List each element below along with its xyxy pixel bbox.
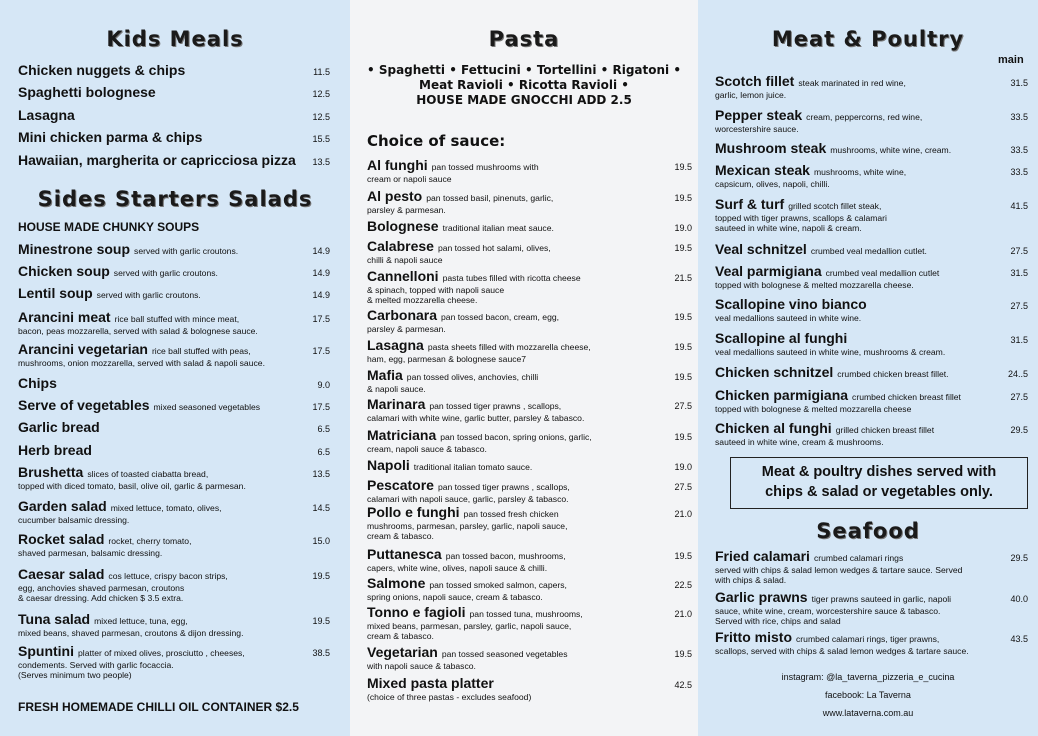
pasta-item-desc: traditional italian tomato sauce. <box>413 462 533 472</box>
pasta-item <box>367 396 584 424</box>
meat-item <box>715 241 927 259</box>
meat-item-name: Veal schnitzel <box>715 241 807 257</box>
meat-item-desc: crumbed chicken breast fillet <box>852 392 961 402</box>
pasta-item <box>367 546 566 574</box>
pasta-item-desc: pan tossed basil, pinenuts, garlic, <box>426 193 554 203</box>
pasta-item-price: 19.5 <box>674 162 692 172</box>
sides-item-price: 6.5 <box>317 424 330 434</box>
meat-item <box>715 387 961 415</box>
sides-item-desc: served with garlic croutons. <box>134 246 239 256</box>
pasta-item <box>367 367 538 395</box>
pasta-item-desc: pan tossed smoked salmon, capers, <box>429 580 567 590</box>
sides-item-desc: cos lettuce, crispy bacon strips, <box>108 571 228 581</box>
sides-item <box>18 643 245 680</box>
seafood-item-desc: with chips & salad. <box>715 574 787 585</box>
pasta-item <box>367 477 570 505</box>
sides-item-name: Herb bread <box>18 442 92 458</box>
pasta-item <box>367 675 531 703</box>
serving-notice-line1: Meat & poultry dishes served with <box>761 464 997 480</box>
sides-item-desc: mixed seasoned vegetables <box>153 402 261 412</box>
seafood-item <box>715 548 962 585</box>
meat-heading: Meat & Poultry <box>771 27 965 51</box>
sides-item <box>18 498 222 526</box>
pasta-item-name: Al funghi <box>367 157 428 173</box>
sides-item <box>18 531 191 559</box>
sides-item-name: Garden salad <box>18 498 107 514</box>
meat-item-name: Chicken schnitzel <box>715 364 834 380</box>
pasta-item-desc: pan tossed bacon, spring onions, garlic, <box>440 432 592 442</box>
pasta-item <box>367 457 532 475</box>
meat-item-desc: grilled chicken breast fillet <box>835 425 935 435</box>
sides-item-desc: topped with diced tomato, basil, olive oil, garlic & parmesan. <box>18 481 246 491</box>
pasta-item <box>367 644 568 672</box>
pasta-item-name: Al pesto <box>367 188 423 204</box>
sides-item-price: 6.5 <box>317 447 330 457</box>
sides-item <box>18 285 201 303</box>
meat-item-name: Scallopine al funghi <box>715 330 848 346</box>
pasta-item <box>367 337 591 365</box>
sides-item-desc: mixed lettuce, tuna, egg, <box>94 616 188 626</box>
seafood-item-desc: Served with rice, chips and salad <box>715 615 841 626</box>
pasta-item-desc: mixed beans, parmesan, parsley, garlic, napoli sauce, <box>367 621 572 631</box>
sides-item-desc: egg, anchovies shaved parmesan, croutons <box>18 583 185 593</box>
meat-item-name: Pepper steak <box>715 107 803 123</box>
pasta-item-price: 19.5 <box>674 312 692 322</box>
meat-item-desc: mushrooms, white wine, cream. <box>830 145 952 155</box>
sides-item-desc: mixed lettuce, tomato, olives, <box>110 503 222 513</box>
pasta-item-price: 19.5 <box>674 551 692 561</box>
pasta-item-name: Calabrese <box>367 238 434 254</box>
meat-item-desc: capsicum, olives, napoli, chilli. <box>715 179 830 189</box>
pasta-item-desc: & spinach, topped with napoli sauce <box>367 285 505 295</box>
pasta-item <box>367 238 551 266</box>
sides-item-price: 17.5 <box>312 346 330 356</box>
serving-notice-line2: chips & salad or vegetables only. <box>765 484 993 500</box>
left-panel <box>0 0 350 736</box>
pasta-item-price: 19.0 <box>674 462 692 472</box>
seafood-item-desc: served with chips & salad lemon wedges & tartare sauce. Served <box>715 565 963 575</box>
meat-item-desc: topped with bolognese & melted mozzarella cheese <box>715 404 912 414</box>
sides-item-desc: served with garlic croutons. <box>113 268 218 278</box>
pasta-item-name: Salmone <box>367 575 426 591</box>
meat-item-price: 31.5 <box>1010 335 1028 345</box>
sauce-title: Choice of sauce: <box>367 132 506 150</box>
seafood-item-desc: sauce, white wine, cream, worcestershire sauce & tabasco. <box>715 606 941 616</box>
meat-item-price: 33.5 <box>1010 145 1028 155</box>
sides-item-name: Serve of vegetables <box>18 397 150 413</box>
meat-item-price: 31.5 <box>1010 268 1028 278</box>
kids-item <box>18 152 296 170</box>
seafood-item-desc: scallops, served with chips & salad lemon wedges & tartare sauce. <box>715 646 969 656</box>
meat-item-desc: crumbed chicken breast fillet. <box>837 369 949 379</box>
pasta-item-desc: calamari with napoli sauce, garlic, parsley & tabasco. <box>367 494 569 504</box>
sides-item-desc: rice ball stuffed with peas, <box>151 346 251 356</box>
pasta-item-desc: pan tossed hot salami, olives, <box>437 243 551 253</box>
sides-item-desc: shaved parmesan, balsamic dressing. <box>18 548 163 558</box>
kids-item-name: Lasagna <box>18 107 75 123</box>
meat-item-name: Chicken parmigiana <box>715 387 849 403</box>
pasta-item-desc: & napoli sauce. <box>367 384 426 394</box>
meat-item-desc: worcestershire sauce. <box>715 124 799 134</box>
sides-item-name: Chips <box>18 375 57 391</box>
meat-item-desc: veal medallions sauteed in white wine. <box>715 313 862 323</box>
sides-item-name: Caesar salad <box>18 566 105 582</box>
meat-item-desc: crumbed veal medallion cutlet. <box>810 246 927 256</box>
kids-item <box>18 129 202 147</box>
meat-item <box>715 162 906 190</box>
sides-item-price: 17.5 <box>312 402 330 412</box>
kids-item-price: 12.5 <box>312 89 330 99</box>
seafood-item-price: 29.5 <box>1010 553 1028 563</box>
meat-item-name: Chicken al funghi <box>715 420 832 436</box>
sides-item-price: 13.5 <box>312 469 330 479</box>
meat-item-price: 27.5 <box>1010 301 1028 311</box>
pasta-item-price: 19.5 <box>674 342 692 352</box>
pasta-item-name: Pollo e funghi <box>367 504 460 520</box>
website-link: www.lataverna.com.au <box>822 708 914 718</box>
meat-item-price: 27.5 <box>1010 246 1028 256</box>
soups-title: HOUSE MADE CHUNKY SOUPS <box>18 220 200 234</box>
main-label: main <box>998 54 1024 66</box>
sides-item-name: Brushetta <box>18 464 84 480</box>
sides-item-name: Garlic bread <box>18 419 100 435</box>
sides-item-price: 19.5 <box>312 571 330 581</box>
sides-item-name: Arancini vegetarian <box>18 341 148 357</box>
meat-item-name: Scotch fillet <box>715 73 795 89</box>
pasta-types-line3: HOUSE MADE GNOCCHI ADD 2.5 <box>416 93 632 107</box>
pasta-item-name: Matriciana <box>367 427 437 443</box>
pasta-item-price: 19.5 <box>674 432 692 442</box>
meat-item-price: 29.5 <box>1010 425 1028 435</box>
meat-item-desc: sauteed in white wine, napoli & cream. <box>715 222 862 233</box>
pasta-item-name: Pescatore <box>367 477 434 493</box>
sides-item <box>18 464 246 492</box>
kids-item-price: 12.5 <box>312 112 330 122</box>
pasta-item-name: Marinara <box>367 396 426 412</box>
pasta-item-price: 21.0 <box>674 609 692 619</box>
meat-item-price: 33.5 <box>1010 167 1028 177</box>
meat-item-name: Veal parmigiana <box>715 263 822 279</box>
pasta-item-name: Cannelloni <box>367 268 439 284</box>
middle-panel <box>350 0 698 736</box>
sides-item-price: 15.0 <box>312 536 330 546</box>
sides-item <box>18 611 243 639</box>
pasta-item-desc: chilli & napoli sauce <box>367 255 443 265</box>
pasta-item-desc: with napoli sauce & tabasco. <box>367 661 476 671</box>
meat-item-desc: garlic, lemon juice. <box>715 90 787 100</box>
sides-heading: Sides Starters Salads <box>37 187 313 211</box>
chilli-oil-note: FRESH HOMEMADE CHILLI OIL CONTAINER $2.5 <box>18 700 299 714</box>
pasta-item-desc: pan tossed bacon, cream, egg, <box>441 312 560 322</box>
sides-item <box>18 309 258 337</box>
meat-item-name: Mushroom steak <box>715 140 827 156</box>
sides-item <box>18 442 92 460</box>
pasta-item <box>367 218 554 236</box>
pasta-item <box>367 268 581 305</box>
meat-item <box>715 140 951 158</box>
pasta-item <box>367 575 567 603</box>
pasta-item-price: 19.5 <box>674 649 692 659</box>
serving-notice <box>730 457 1028 509</box>
pasta-item-name: Mafia <box>367 367 403 383</box>
right-panel <box>698 0 1038 736</box>
seafood-item-name: Fritto misto <box>715 629 792 645</box>
sides-item-name: Minestrone soup <box>18 241 131 257</box>
pasta-item-desc: capers, white wine, olives, napoli sauce & chilli. <box>367 563 548 573</box>
pasta-item-price: 27.5 <box>674 482 692 492</box>
meat-item-desc: grilled scotch fillet steak, <box>788 201 882 211</box>
kids-item-price: 11.5 <box>313 67 330 77</box>
seafood-item <box>715 589 951 626</box>
sides-item-desc: mushrooms, onion mozzarella, served with salad & napoli sauce. <box>18 358 265 368</box>
sides-item-price: 38.5 <box>312 648 330 658</box>
sides-item-price: 9.0 <box>317 380 330 390</box>
meat-item <box>715 107 922 135</box>
pasta-item-desc: calamari with white wine, garlic butter, parsley & tabasco. <box>367 413 585 423</box>
pasta-item-desc: pan tossed bacon, mushrooms, <box>445 551 566 561</box>
pasta-item-desc: pan tossed olives, anchovies, chilli <box>406 372 539 382</box>
pasta-item-desc: cream & tabasco. <box>367 530 434 541</box>
pasta-item-name: Mixed pasta platter <box>367 675 494 691</box>
pasta-heading: Pasta <box>488 27 560 51</box>
sides-item-desc: rocket, cherry tomato, <box>108 536 192 546</box>
meat-item-name: Scallopine vino bianco <box>715 296 867 312</box>
meat-item-price: 41.5 <box>1010 201 1028 211</box>
pasta-types-line1: • Spaghetti • Fettucini • Tortellini • Rigatoni • <box>366 63 681 77</box>
pasta-item <box>367 604 583 641</box>
pasta-item-desc: pan tossed tiger prawns , scallops, <box>429 401 562 411</box>
pasta-item-price: 22.5 <box>674 580 692 590</box>
sides-item <box>18 397 260 415</box>
pasta-item-price: 21.0 <box>674 509 692 519</box>
meat-item-desc: mushrooms, white wine, <box>813 167 907 177</box>
kids-item <box>18 62 185 80</box>
sides-item <box>18 375 57 393</box>
sides-item <box>18 419 100 437</box>
sides-item-desc: mixed beans, shaved parmesan, croutons & dijon dressing. <box>18 628 244 638</box>
sides-item-name: Chicken soup <box>18 263 110 279</box>
meat-item <box>715 296 867 324</box>
pasta-item-desc: spring onions, napoli sauce, cream & tabasco. <box>367 592 543 602</box>
pasta-item-desc: cream & tabasco. <box>367 630 434 641</box>
instagram-handle: instagram: @la_taverna_pizzeria_e_cucina <box>781 672 955 682</box>
pasta-types-line2: Meat Ravioli • Ricotta Ravioli • <box>419 78 629 92</box>
meat-item <box>715 263 939 291</box>
sides-item-name: Rocket salad <box>18 531 105 547</box>
seafood-item <box>715 629 969 657</box>
kids-item-name: Mini chicken parma & chips <box>18 129 203 145</box>
meat-item-name: Surf & turf <box>715 196 785 212</box>
pasta-item-name: Carbonara <box>367 307 438 323</box>
seafood-item-desc: tiger prawns sauteed in garlic, napoli <box>811 594 952 604</box>
pasta-item-desc: (choice of three pastas - excludes seafood) <box>367 692 532 702</box>
pasta-types <box>350 63 698 108</box>
seafood-item-desc: crumbed calamari rings, tiger prawns, <box>796 634 940 644</box>
meat-item-desc: topped with bolognese & melted mozzarella cheese. <box>715 280 914 290</box>
seafood-item-price: 40.0 <box>1010 594 1028 604</box>
meat-item-price: 33.5 <box>1010 112 1028 122</box>
pasta-item-desc: traditional italian meat sauce. <box>442 223 554 233</box>
sides-item-desc: cucumber balsamic dressing. <box>18 515 130 525</box>
sides-item-desc: condements. Served with garlic focaccia. <box>18 660 174 670</box>
sides-item-desc: (Serves minimum two people) <box>18 669 132 680</box>
meat-item <box>715 420 934 448</box>
meat-item-price: 24..5 <box>1007 369 1028 379</box>
pasta-item <box>367 427 592 455</box>
seafood-item-price: 43.5 <box>1010 634 1028 644</box>
meat-item-desc: steak marinated in red wine, <box>798 78 906 88</box>
pasta-item <box>367 504 567 541</box>
sides-item-name: Lentil soup <box>18 285 93 301</box>
sides-item-name: Spuntini <box>18 643 74 659</box>
social-footer <box>698 668 1038 722</box>
sides-item-desc: slices of toasted ciabatta bread, <box>87 469 209 479</box>
sides-item-desc: served with garlic croutons. <box>96 290 201 300</box>
meat-item <box>715 330 945 358</box>
pasta-item-desc: pasta sheets filled with mozzarella cheese, <box>427 342 591 352</box>
sides-item-price: 14.9 <box>312 268 330 278</box>
pasta-item-price: 19.5 <box>674 243 692 253</box>
pasta-item <box>367 307 559 335</box>
meat-item-desc: topped with tiger prawns, scallops & calamari <box>715 213 887 223</box>
seafood-heading: Seafood <box>816 519 920 543</box>
kids-item <box>18 84 156 102</box>
pasta-item-desc: cream or napoli sauce <box>367 174 452 184</box>
sides-item-desc: platter of mixed olives, prosciutto , cheeses, <box>78 648 245 658</box>
meat-item <box>715 364 949 382</box>
pasta-item-price: 27.5 <box>674 401 692 411</box>
sides-item-price: 17.5 <box>312 314 330 324</box>
meat-item-desc: veal medallions sauteed in white wine, mushrooms & cream. <box>715 347 946 357</box>
pasta-item-name: Napoli <box>367 457 410 473</box>
pasta-item-desc: cream, napoli sauce & tabasco. <box>367 444 487 454</box>
kids-item-name: Hawaiian, margherita or capricciosa pizza <box>18 152 296 168</box>
seafood-item-name: Garlic prawns <box>715 589 808 605</box>
sides-item-name: Arancini meat <box>18 309 111 325</box>
pasta-item-desc: pan tossed tuna, mushrooms, <box>469 609 583 619</box>
pasta-item-desc: pan tossed seasoned vegetables <box>441 649 568 659</box>
sides-item-price: 19.5 <box>312 616 330 626</box>
sides-item-name: Tuna salad <box>18 611 91 627</box>
meat-item-name: Mexican steak <box>715 162 810 178</box>
meat-item <box>715 196 887 233</box>
sides-item-desc: rice ball stuffed with mince meat, <box>114 314 240 324</box>
pasta-item-desc: pan tossed mushrooms with <box>431 162 539 172</box>
kids-item-name: Chicken nuggets & chips <box>18 62 186 78</box>
pasta-item-price: 19.5 <box>674 193 692 203</box>
pasta-item-name: Puttanesca <box>367 546 442 562</box>
kids-item-price: 13.5 <box>312 157 330 167</box>
pasta-item <box>367 157 539 185</box>
kids-item <box>18 107 75 125</box>
sides-item-desc: bacon, peas mozzarella, served with salad & bolognese sauce. <box>18 326 258 336</box>
kids-item-name: Spaghetti bolognese <box>18 84 156 100</box>
pasta-item-price: 19.0 <box>674 223 692 233</box>
pasta-item <box>367 188 553 216</box>
pasta-item-desc: mushrooms, parmesan, parsley, garlic, napoli sauce, <box>367 521 568 531</box>
sides-item-desc: & caesar dressing. Add chicken $ 3.5 extra. <box>18 592 184 603</box>
sides-item <box>18 341 265 369</box>
pasta-item-desc: parsley & parmesan. <box>367 324 446 334</box>
meat-item-price: 27.5 <box>1010 392 1028 402</box>
seafood-item-desc: crumbed calamari rings <box>813 553 904 563</box>
meat-item-desc: cream, peppercorns, red wine, <box>806 112 923 122</box>
pasta-item-desc: ham, egg, parmesan & bolognese sauce7 <box>367 354 527 364</box>
pasta-item-desc: pasta tubes filled with ricotta cheese <box>442 273 581 283</box>
sides-item-price: 14.5 <box>312 503 330 513</box>
pasta-item-name: Vegetarian <box>367 644 438 660</box>
kids-heading: Kids Meals <box>106 27 244 51</box>
sides-item-price: 14.9 <box>312 290 330 300</box>
pasta-item-desc: pan tossed fresh chicken <box>463 509 559 519</box>
pasta-item-price: 21.5 <box>674 273 692 283</box>
sides-item <box>18 566 228 603</box>
meat-item <box>715 73 906 101</box>
facebook-handle: facebook: La Taverna <box>825 690 911 700</box>
meat-item-price: 31.5 <box>1010 78 1028 88</box>
sides-item <box>18 241 238 259</box>
pasta-item-price: 42.5 <box>674 680 692 690</box>
meat-item-desc: crumbed veal medallion cutlet <box>825 268 940 278</box>
pasta-item-desc: & melted mozzarella cheese. <box>367 294 478 305</box>
pasta-item-name: Bolognese <box>367 218 439 234</box>
pasta-item-name: Lasagna <box>367 337 424 353</box>
pasta-item-price: 19.5 <box>674 372 692 382</box>
meat-item-desc: sauteed in white wine, cream & mushrooms. <box>715 437 884 447</box>
kids-item-price: 15.5 <box>312 134 330 144</box>
pasta-item-desc: parsley & parmesan. <box>367 205 446 215</box>
pasta-item-desc: pan tossed tiger prawns , scallops, <box>437 482 570 492</box>
pasta-item-name: Tonno e fagioli <box>367 604 466 620</box>
sides-item-price: 14.9 <box>312 246 330 256</box>
sides-item <box>18 263 218 281</box>
seafood-item-name: Fried calamari <box>715 548 810 564</box>
